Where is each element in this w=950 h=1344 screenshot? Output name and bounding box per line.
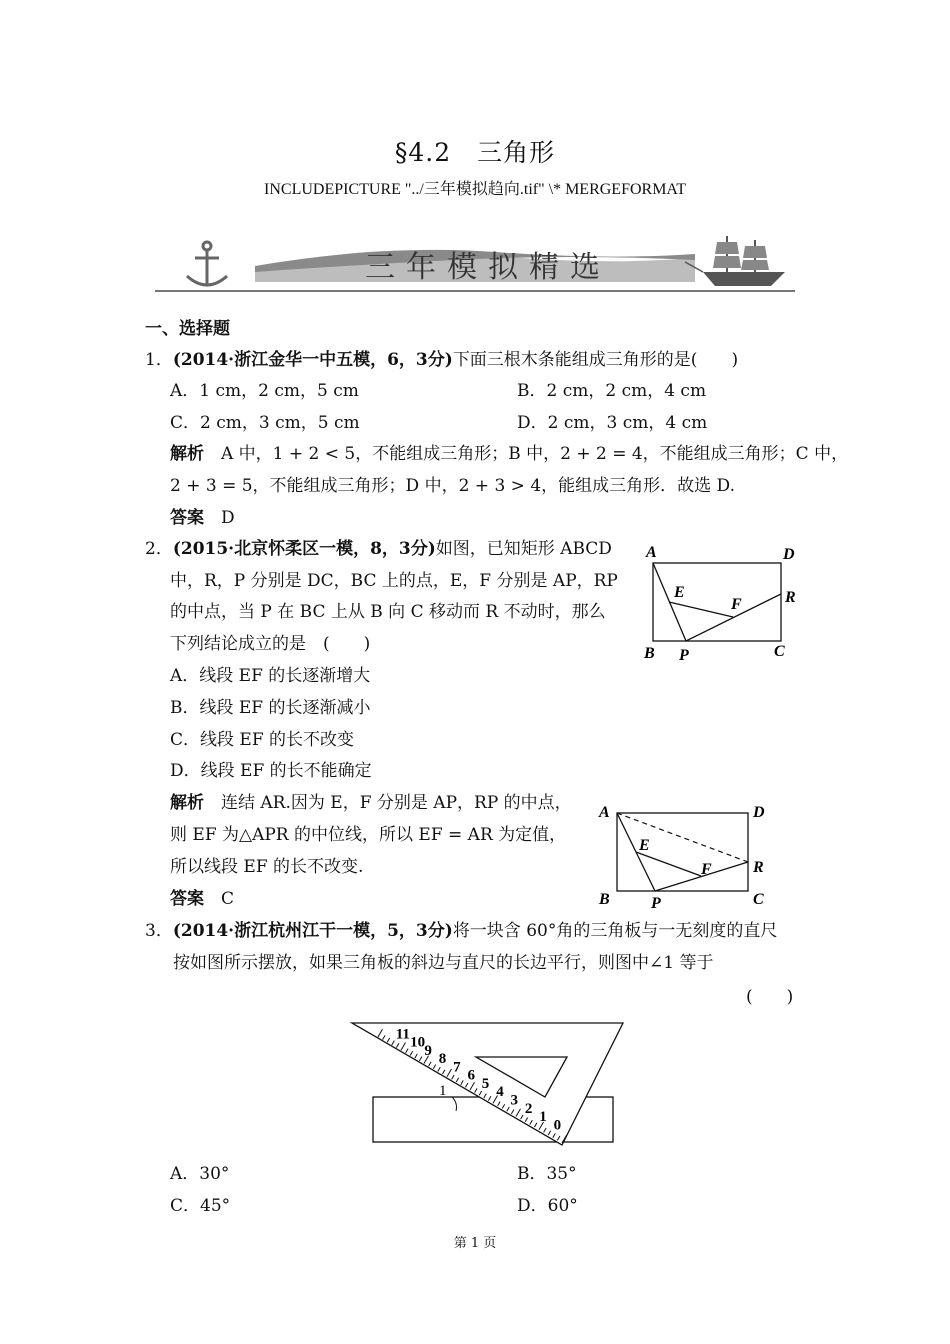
label-a: A xyxy=(646,544,657,561)
question-3-answer-blank: ( ) xyxy=(746,987,794,1007)
q2-option-d: D．线段 EF 的长不能确定 xyxy=(170,761,372,781)
label-e: E xyxy=(639,837,650,854)
q3-option-d: D．60° xyxy=(517,1196,578,1216)
ruler-number: 6 xyxy=(467,1067,475,1084)
analysis-label: 解析 xyxy=(170,444,204,464)
label-p: P xyxy=(651,895,661,911)
answer-label: 答案 xyxy=(170,889,204,909)
question-3-stem-line-2: 按如图所示摆放，如果三角板的斜边与直尺的长边平行，则图中∠1 等于 xyxy=(173,953,714,973)
label-b: B xyxy=(644,645,655,662)
label-e: E xyxy=(674,584,685,601)
sailing-ship-icon xyxy=(685,236,785,286)
analysis-label: 解析 xyxy=(170,793,204,813)
q1-answer xyxy=(170,507,235,529)
question-number: 3． xyxy=(145,921,173,941)
q1-option-c: C．2 cm，3 cm，5 cm xyxy=(170,413,360,433)
label-d: D xyxy=(753,804,765,821)
q1-analysis-line-1 xyxy=(170,443,848,465)
label-r: R xyxy=(785,589,796,606)
q2-analysis-line-1 xyxy=(170,792,572,814)
analysis-text: 连结 AR.因为 E，F 分别是 AP，RP 的中点， xyxy=(221,793,572,813)
q2-analysis-line-2: 则 EF 为△APR 的中位线，所以 EF = AR 为定值， xyxy=(170,825,567,845)
answer-value: D xyxy=(221,508,235,528)
section-banner xyxy=(155,232,795,296)
ruler-number: 5 xyxy=(481,1076,490,1092)
analysis-text: A 中，1 + 2 < 5，不能组成三角形；B 中，2 + 2 = 4，不能组成三角形；C 中， xyxy=(221,444,849,464)
question-text: 将一块含 60°角的三角板与一无刻度的直尺 xyxy=(452,921,778,941)
angle-1-label: 1 xyxy=(439,1083,447,1099)
ruler-number: 3 xyxy=(510,1092,518,1109)
label-c: C xyxy=(753,891,764,908)
angle-1-arc xyxy=(452,1097,457,1111)
question-source: (2014·浙江金华一中五模，6，3分) xyxy=(172,350,453,370)
question-number: 2． xyxy=(145,539,173,559)
ruler-number: 1 xyxy=(539,1109,547,1125)
label-a: A xyxy=(599,804,610,821)
ruler-number: 10 xyxy=(410,1034,426,1051)
question-3-stem-line-1 xyxy=(145,920,777,942)
question-2-stem-line-1 xyxy=(145,538,612,560)
ruler-number: 2 xyxy=(524,1100,533,1117)
question-source: (2015·北京怀柔区一模，8，3分) xyxy=(172,539,436,559)
label-c: C xyxy=(774,643,785,660)
q3-option-b: B．35° xyxy=(517,1164,577,1184)
include-field-code: INCLUDEPICTURE "../三年模拟趋向.tif" \* MERGEFORMAT xyxy=(264,181,686,198)
banner-title: 三年模拟精选 xyxy=(365,250,611,285)
rectangle-abcd xyxy=(653,563,781,641)
segments-ap-pr xyxy=(653,563,781,641)
q2-solution-figure xyxy=(595,796,775,911)
q2-rectangle-figure xyxy=(630,540,810,665)
segment-ef xyxy=(669,602,733,617)
answer-value: C xyxy=(221,889,235,909)
ruler-number: 11 xyxy=(395,1026,410,1043)
label-d: D xyxy=(783,546,795,563)
section-heading: 一、选择题 xyxy=(145,319,230,339)
ruler-number: 4 xyxy=(496,1084,504,1101)
q2-answer xyxy=(170,888,234,910)
q1-option-a: A．1 cm，2 cm，5 cm xyxy=(170,381,359,401)
q2-analysis-line-3: 所以线段 EF 的长不改变. xyxy=(170,857,364,877)
ruler-number: 8 xyxy=(438,1051,447,1068)
page-title: §4.2 三角形 xyxy=(394,138,556,167)
question-1-stem xyxy=(145,349,738,371)
label-r: R xyxy=(753,859,764,876)
q1-analysis-line-2: 2 + 3 = 5，不能组成三角形；D 中，2 + 3 > 4，能组成三角形．故选 D. xyxy=(170,476,735,496)
q3-option-c: C．45° xyxy=(170,1196,231,1216)
ruler-number: 7 xyxy=(453,1059,461,1076)
q3-triangle-ruler-figure xyxy=(340,1015,630,1150)
anchor-icon xyxy=(187,242,227,285)
q2-option-c: C．线段 EF 的长不改变 xyxy=(170,730,355,750)
question-2-stem-line-2: 中，R，P 分别是 DC，BC 上的点，E，F 分别是 AP，RP xyxy=(170,571,618,591)
question-2-stem-line-3: 的中点，当 P 在 BC 上从 B 向 C 移动而 R 不动时，那么 xyxy=(170,602,606,622)
question-text: 如图，已知矩形 ABCD xyxy=(435,539,612,559)
question-2-stem-line-4: 下列结论成立的是 ( ) xyxy=(170,634,371,654)
label-b: B xyxy=(599,891,610,908)
label-f: F xyxy=(701,861,712,878)
q3-option-a: A．30° xyxy=(170,1164,230,1184)
question-source: (2014·浙江杭州江干一模，5，3分) xyxy=(172,921,453,941)
question-number: 1． xyxy=(145,350,173,370)
question-text: 下面三根木条能组成三角形的是( ) xyxy=(452,350,739,370)
answer-label: 答案 xyxy=(170,508,204,528)
ruler-number: 0 xyxy=(553,1117,562,1134)
q2-option-b: B．线段 EF 的长逐渐减小 xyxy=(170,698,371,718)
ruler-number: 9 xyxy=(424,1042,432,1059)
label-f: F xyxy=(731,596,742,613)
q1-option-d: D．2 cm，3 cm，4 cm xyxy=(517,413,708,433)
q1-option-b: B．2 cm，2 cm，4 cm xyxy=(517,381,707,401)
page-footer: 第 1 页 xyxy=(453,1236,497,1251)
label-p: P xyxy=(679,647,689,664)
q2-option-a: A．线段 EF 的长逐渐增大 xyxy=(170,666,371,686)
